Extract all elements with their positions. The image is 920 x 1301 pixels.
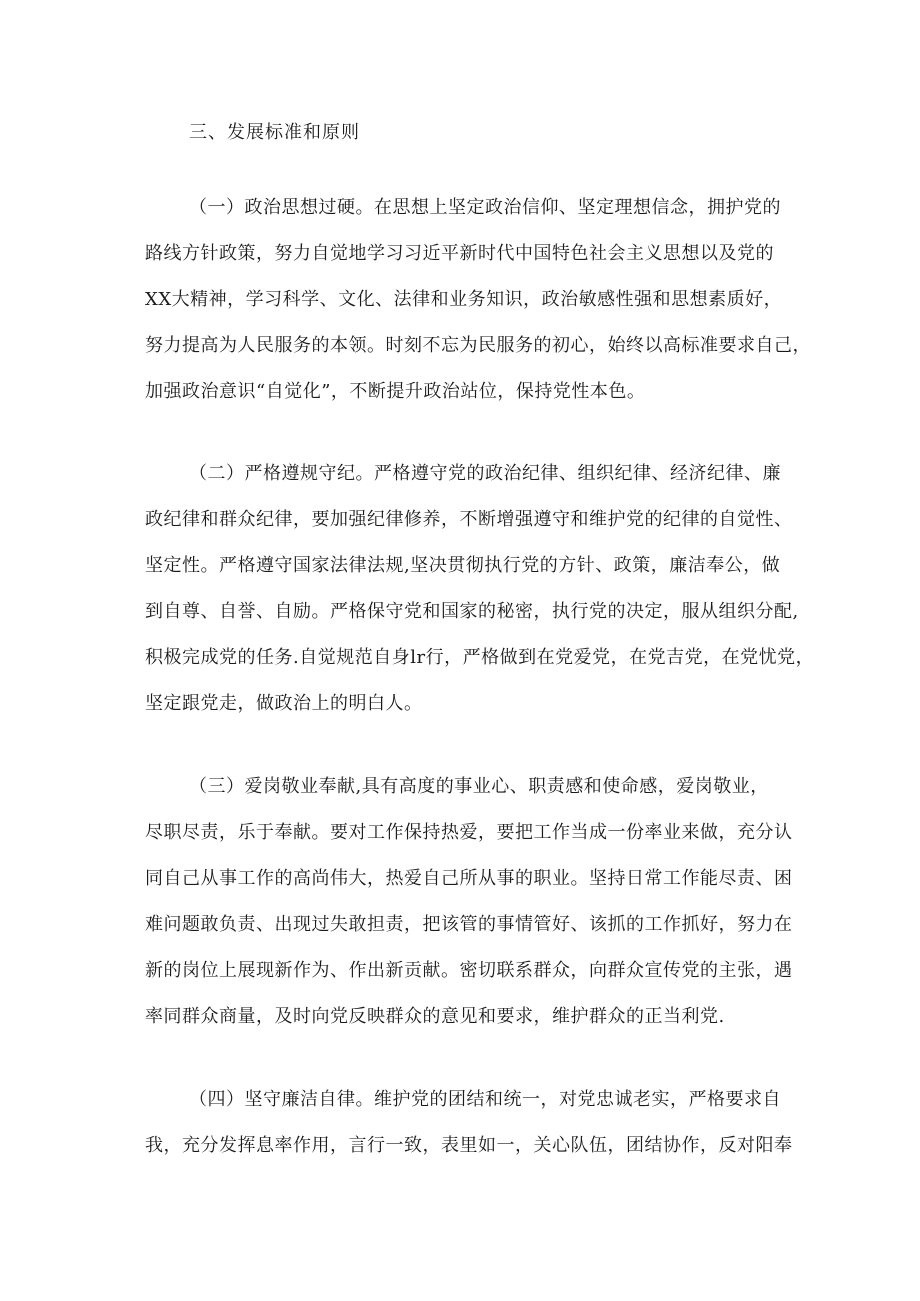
paragraph-line: 我，充分发挥息率作用，言行一致，表里如一，关心队伍，团结协作，反对阳奉 (145, 1135, 793, 1156)
section-heading: 三、发展标准和原则 (189, 122, 360, 143)
paragraph-line: 同自己从事工作的高尚伟大，热爱自己所从事的职业。坚持日常工作能尽责、困 (145, 868, 793, 889)
paragraph-line: （四）坚守廉洁自律。维护党的团结和统一，对党忠诚老实，严格要求自 (189, 1089, 781, 1110)
paragraph-line: 积极完成党的任务.自觉规范自身lr行，严格做到在党爱党，在党吉党，在党忧党， (145, 647, 815, 668)
paragraph-line: （一）政治思想过硬。在思想上坚定政治信仰、坚定理想信念，拥护党的 (189, 197, 781, 218)
paragraph-line: 政纪律和群众纪律，要加强纪律修养，不断增强遵守和维护党的纪律的自觉性、 (145, 509, 793, 530)
paragraph-line: 努力提高为人民服务的本领。时刻不忘为民服务的初心，始终以高标准要求自己， (145, 335, 811, 356)
paragraph-line: （二）严格遵规守纪。严格遵守党的政治纪律、组织纪律、经济纪律、廉 (189, 463, 781, 484)
paragraph-line: 坚定性。严格遵守国家法律法规,坚决贯彻执行党的方针、政策，廉洁奉公，做 (145, 555, 781, 576)
paragraph-line: 新的岗位上展现新作为、作出新贡献。密切联系群众，向群众宣传党的主张，遇 (145, 960, 793, 981)
paragraph-line: 加强政治意识“自觉化”，不断提升政治站位，保持党性本色。 (145, 381, 646, 402)
paragraph-line: 路线方针政策，努力自觉地学习习近平新时代中国特色社会主义思想以及党的 (145, 243, 774, 264)
paragraph-line: 坚定跟党走，做政治上的明白人。 (145, 693, 423, 714)
paragraph-line: 难问题敢负责、出现过失敢担责，把该管的事情管好、该抓的工作抓好，努力在 (145, 914, 793, 935)
paragraph-line: 率同群众商量，及时向党反映群众的意见和要求，维护群众的正当利党. (145, 1006, 725, 1027)
paragraph-line: 尽职尽责，乐于奉献。要对工作保持热爱，要把工作当成一份率业来做，充分认 (145, 822, 793, 843)
paragraph-line: XX大精神，学习科学、文化、法律和业务知识，政治敏感性强和思想素质好， (145, 289, 783, 310)
paragraph-line: 到自尊、自誉、自励。严格保守党和国家的秘密，执行党的决定，服从组织分配, (145, 601, 799, 622)
paragraph-line: （三）爱岗敬业奉献,具有高度的事业心、职责感和使命感，爱岗敬业， (189, 776, 769, 797)
